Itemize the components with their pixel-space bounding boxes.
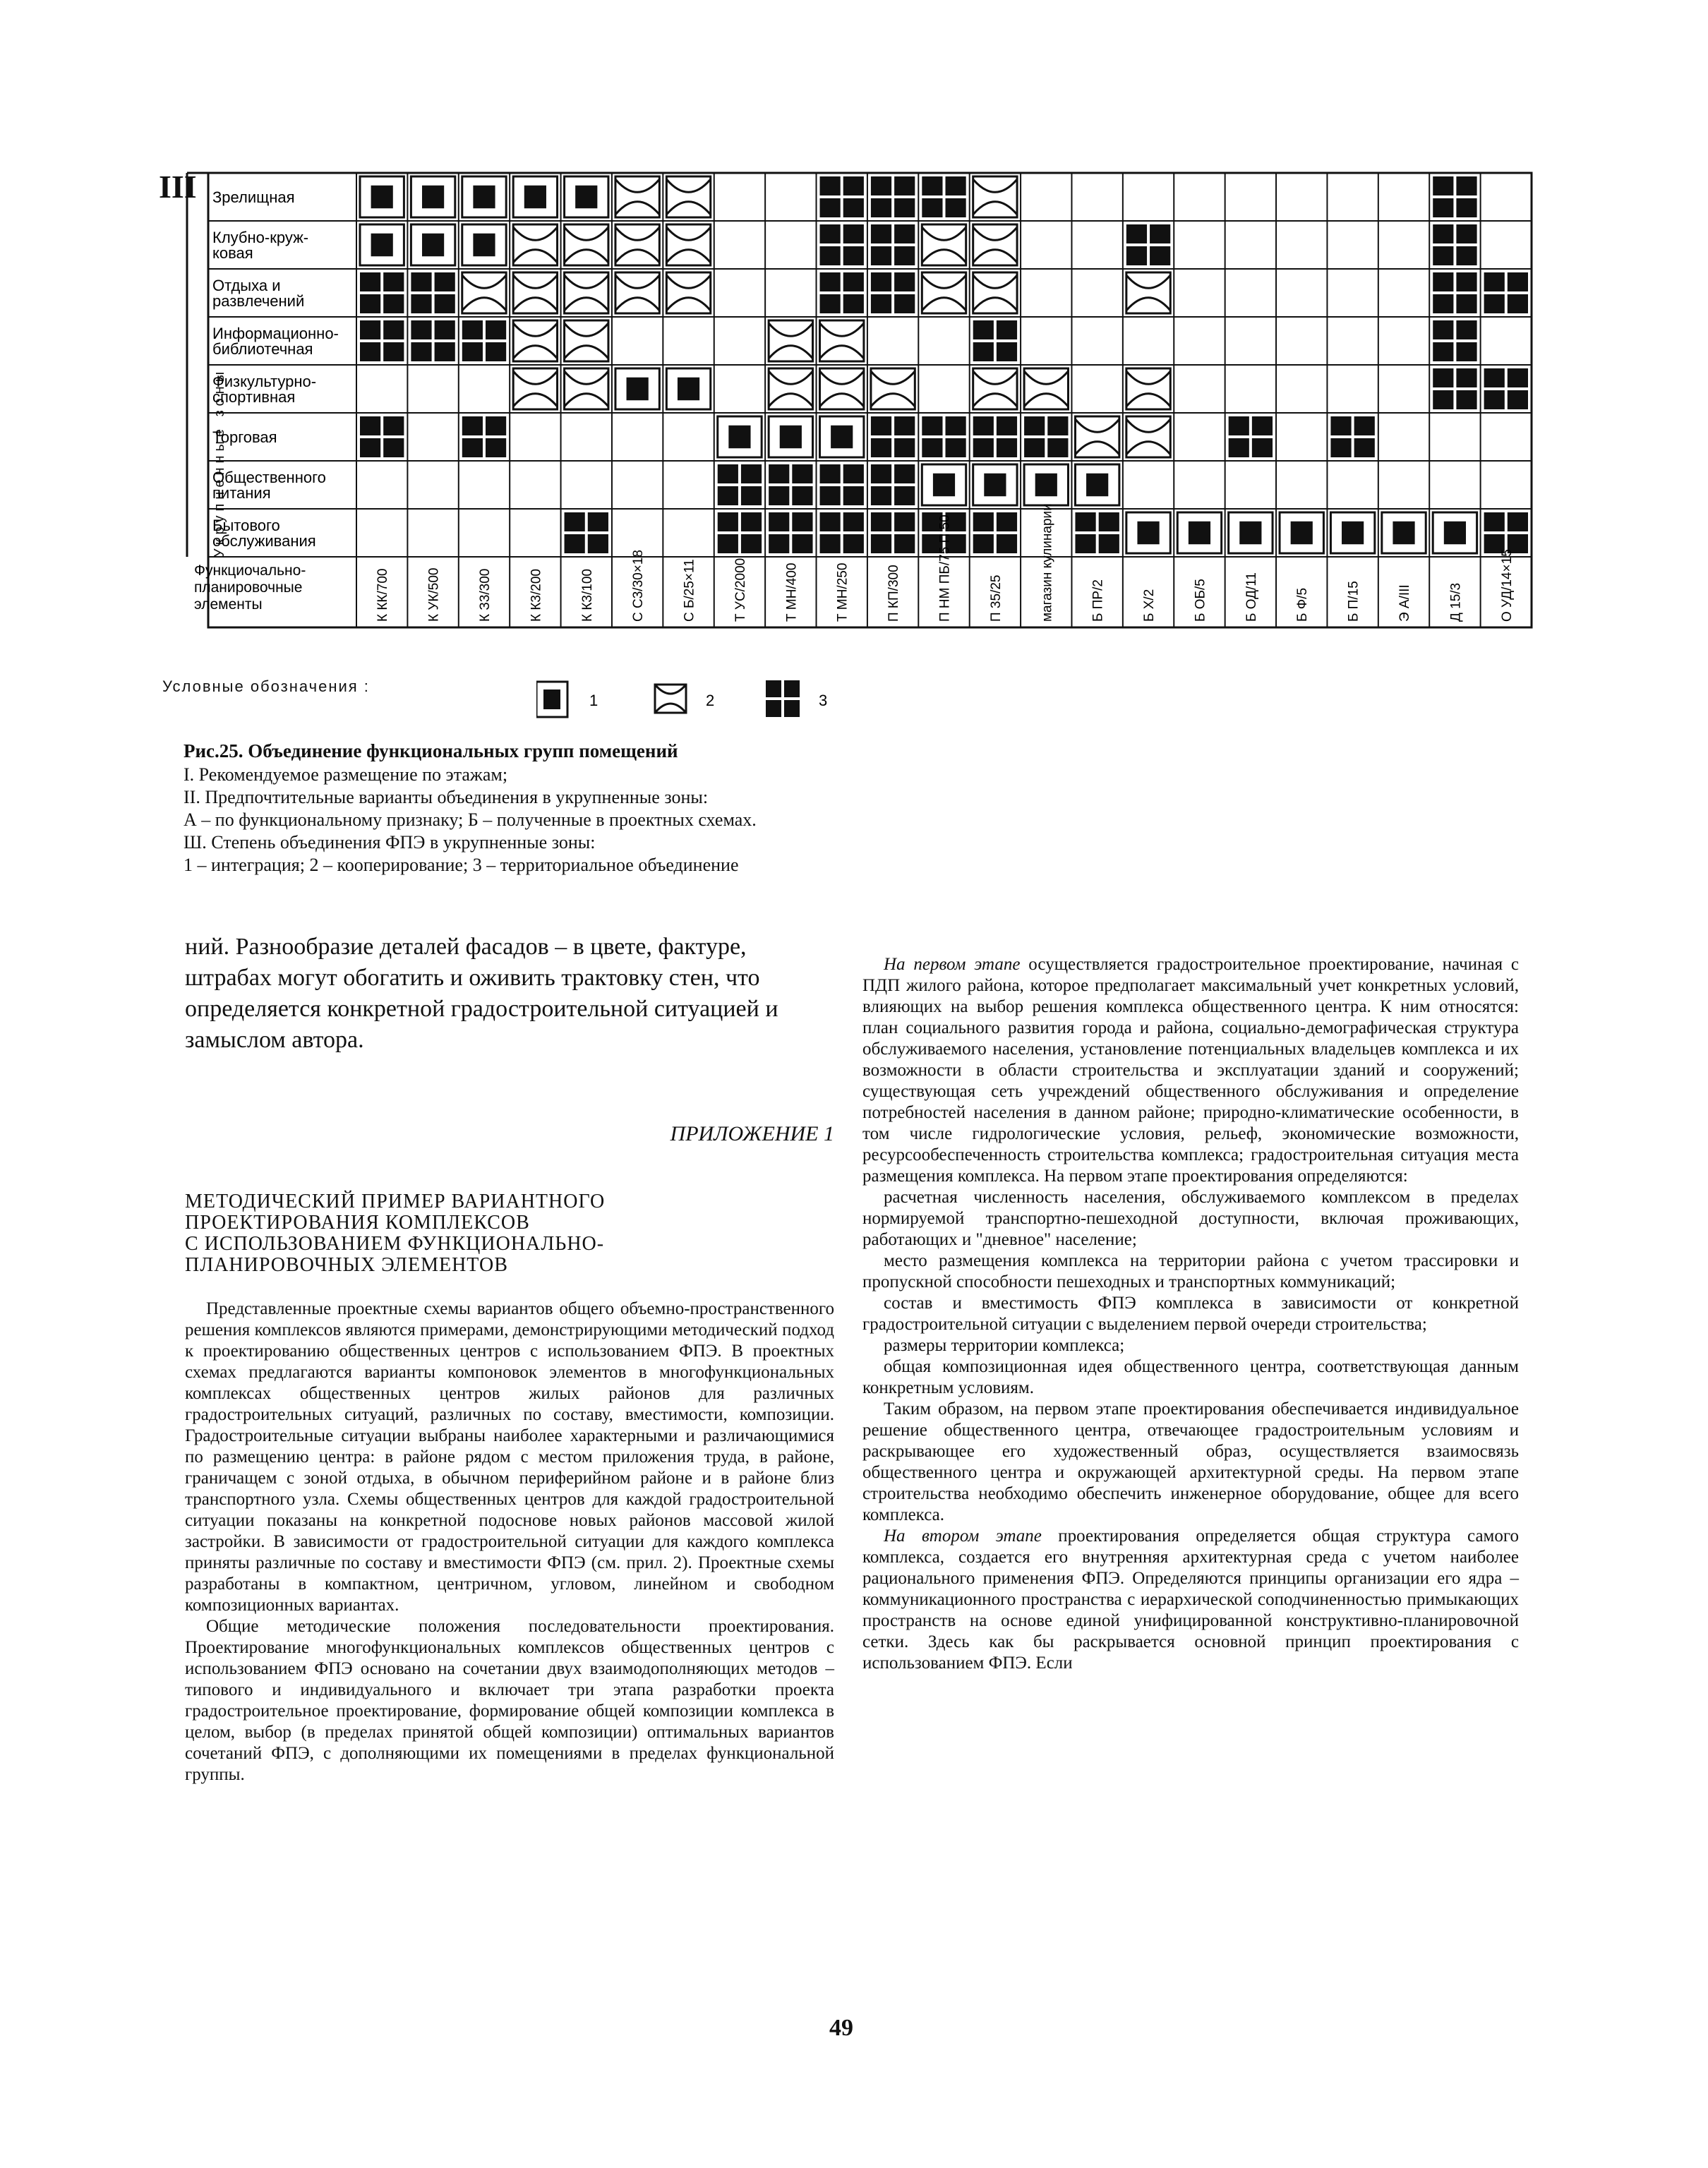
matrix-cell-cooperation xyxy=(1126,416,1170,457)
column-label: Т УС/2000 xyxy=(733,558,748,622)
matrix-cell-territorial xyxy=(1126,224,1170,265)
row-label: Бытового обслуживания xyxy=(212,517,316,550)
matrix-cell-integration xyxy=(411,176,455,217)
caption-title: Рис.25. Объединение функциональных групп помещений xyxy=(184,740,678,761)
list-item: состав и вместимость ФПЭ комплекса в зависимости от конкретной градостроительной ситуации с выделением первой очереди строительства; xyxy=(862,1294,1519,1334)
appendix-label: ПРИЛОЖЕНИЕ 1 xyxy=(670,1122,834,1145)
matrix-cell-integration xyxy=(360,176,404,217)
matrix-cell-integration xyxy=(1229,512,1273,553)
paragraph-text: осуществляется градостроительное проектирование, начиная с ПДП жилого района, которое предполагает максимальный учет конкретных условий, влияющих на выбор решения комплекса общественного центра. К ним относятся: план социального развития города и района, социально-демографическая структура обслуживаемого населения, установление потенциальных владельцев комплекса и их возможности в области строительства и эксплуатации зданий и сооружений; существующая сеть учреждений общественного обслуживания и определение потребностей населения в данном районе; природно-климатические особенности, в том числе гидрологические условия, рельеф, экономические возможности, ресурсообеспеченность строительства комплекса; градостроительная ситуация места размещения комплекса. На первом этапе проектирования определяются: xyxy=(862,955,1520,1186)
matrix-cell-cooperation xyxy=(513,272,557,313)
left-column xyxy=(185,932,834,1785)
matrix-cell-territorial xyxy=(1484,368,1528,409)
roman-numeral-iii: III xyxy=(159,169,197,205)
matrix-cell-territorial xyxy=(922,176,966,217)
legend-symbol-cooperation-icon xyxy=(655,685,686,713)
matrix-cell-territorial xyxy=(360,320,404,361)
matrix-cell-cooperation xyxy=(462,272,506,313)
column-label: Т МН/400 xyxy=(784,562,800,622)
matrix-cell-territorial xyxy=(718,464,762,505)
matrix-cell-cooperation xyxy=(565,368,608,409)
matrix-cell-territorial xyxy=(871,512,915,553)
matrix-cell-territorial xyxy=(871,464,915,505)
matrix-cell-territorial xyxy=(769,464,812,505)
legend-label-3: 3 xyxy=(819,692,828,709)
matrix-cell-territorial xyxy=(1433,176,1477,217)
row-label: Зрелищная xyxy=(212,188,295,206)
matrix-cell-cooperation xyxy=(615,272,659,313)
legend-title: Условные обозначения : xyxy=(162,678,370,695)
matrix-cell-cooperation xyxy=(973,272,1017,313)
legend-label-1: 1 xyxy=(589,692,599,709)
body-paragraph xyxy=(862,1526,1519,1674)
zone-axis-text: Укрупненные зоны xyxy=(212,367,227,558)
row-label: Отдыха и развлечений xyxy=(212,277,305,310)
body-paragraph: Представленные проектные схемы вариантов общего объемно-пространственного решения комплексов являются примерами, демонстрирующими методический подход к проектированию общественных центров с использованием ФПЭ. В проектных схемах предлагаются варианты компоновок элементов в многофункциональных комплексах общественных центров жилых районов для различных градостроительных ситуаций, различных по составу, вместимости, композиции. Градостроительные ситуации выбраны наиболее характерными и различающимися по размещению центра: в районе рядом с местом приложения труда, в районе, граничащем с зоной отдыха, в обычном периферийном районе и в районе близ транспортного узла. Схемы общественных центров для каждой градостроительной ситуации показаны на конкретной подоснове новых районов массовой жилой застройки. В зависимости от градостроительной ситуации для каждого комплекса приняты различные по составу и вместимости ФПЭ (см. прил. 2). Проектные схемы разработаны в компактном, центричном, угловом, линейном и свободном композиционных вариантах. xyxy=(185,1299,834,1615)
matrix-cell-territorial xyxy=(462,320,506,361)
paragraph-text: проектирования определяется общая структура самого комплекса, создается его внутренняя архитектурная среда с учетом наиболее рационального применения ФПЭ. Определяются принципы организации его ядра – коммуникационного пространства с иерархической соподчиненностью примыкающих пространств на основе единой унифицированной конструктивно-планировочной сетки. Здесь как бы раскрывается основной принцип проектирования с использованием ФПЭ. Если xyxy=(862,1526,1519,1673)
matrix-cell-territorial xyxy=(360,272,404,313)
matrix-cell-integration xyxy=(1177,512,1221,553)
matrix-cell-territorial xyxy=(1075,512,1119,553)
matrix-cell-cooperation xyxy=(1024,368,1068,409)
matrix-cell-cooperation xyxy=(615,176,659,217)
row-label: Торговая xyxy=(212,428,277,446)
matrix-cell-cooperation xyxy=(1075,416,1119,457)
matrix-cell-territorial xyxy=(1229,416,1273,457)
matrix-cell-cooperation xyxy=(513,320,557,361)
matrix-cell-cooperation xyxy=(565,320,608,361)
column-label: магазин кулинарии xyxy=(1040,503,1055,622)
column-label: Д 15/3 xyxy=(1448,582,1464,622)
legend xyxy=(162,678,939,727)
row-label: Общественного питания xyxy=(212,469,326,502)
matrix-cell-integration xyxy=(666,368,710,409)
matrix-cell-integration xyxy=(462,176,506,217)
body-paragraph: Общие методические положения последовательности проектирования. Проектирование многофункциональных комплексов общественных центров с использованием ФПЭ основано на сочетании двух взаимодополняющих методов – типового и индивидуального и включает три этапа разработки проекта градостроительное проектирование, формирование общей композиции комплекса в целом, выбор (в пределах принятой общей композиции) оптимальных вариантов сочетаний ФПЭ, с дополняющими их помещениями в пределах функциональной группы. xyxy=(185,1617,834,1784)
section-heading xyxy=(185,1191,834,1276)
matrix-cell-cooperation xyxy=(565,224,608,265)
matrix-cell-integration xyxy=(820,416,864,457)
matrix-cell-cooperation xyxy=(871,368,915,409)
column-label: П НМ ПБ/75 П 50 xyxy=(937,514,953,622)
row-label: Физкультурно-спортивная xyxy=(212,373,317,406)
row-labels xyxy=(194,188,339,613)
matrix-cell-cooperation xyxy=(922,224,966,265)
body-paragraph xyxy=(862,954,1519,1187)
list-item: размеры территории комплекса; xyxy=(884,1336,1125,1355)
matrix-cell-territorial xyxy=(973,320,1017,361)
column-label: Б П/15 xyxy=(1346,581,1361,622)
matrix-cell-cooperation xyxy=(820,368,864,409)
matrix-cell-integration xyxy=(973,464,1017,505)
matrix-cell-territorial xyxy=(718,512,762,553)
body-paragraph: Таким образом, на первом этапе проектирования обеспечивается индивидуальное решение общественного центра, отвечающее градостроительным условиям и раскрывающее его художественный образ, осуществляется взаимосвязь общественного центра и окружающей архитектурной среды. На первом этапе строительства необходимо обеспечить инженерное оборудование, общее для всего комплекса. xyxy=(862,1399,1519,1524)
column-label: Т МН/250 xyxy=(835,562,850,622)
matrix-cell-territorial xyxy=(565,512,608,553)
matrix-cell-cooperation xyxy=(1126,272,1170,313)
matrix-cell-integration xyxy=(769,416,812,457)
matrix-cell-cooperation xyxy=(565,272,608,313)
matrix-cell-cooperation xyxy=(973,224,1017,265)
column-label: Б ОД/11 xyxy=(1244,572,1259,622)
list-item: расчетная численность населения, обслуживаемого комплексом в пределах нормируемой транспортно-пешеходной доступности, включая проживающих, работающих и "дневное" население; xyxy=(862,1188,1519,1249)
caption-line: II. Предпочтительные варианты объединения в укрупненные зоны: xyxy=(184,787,709,807)
matrix-cell-territorial xyxy=(1433,272,1477,313)
column-label: С Б/25×11 xyxy=(682,559,697,622)
matrix-cell-cooperation xyxy=(615,224,659,265)
matrix-cell-integration xyxy=(411,224,455,265)
matrix-cell-territorial xyxy=(411,272,455,313)
row-label: Клубно-круж-ковая xyxy=(212,229,309,262)
matrix-cell-cooperation xyxy=(513,224,557,265)
matrix-cell-cooperation xyxy=(973,176,1017,217)
matrix-cell-territorial xyxy=(462,416,506,457)
matrix-cell-territorial xyxy=(871,416,915,457)
matrix-cell-cooperation xyxy=(769,368,812,409)
heading-line: МЕТОДИЧЕСКИЙ ПРИМЕР ВАРИАНТНОГО xyxy=(185,1191,606,1212)
matrix-cell-territorial xyxy=(820,464,864,505)
zone-matrix-figure xyxy=(155,169,1539,678)
caption-line: А – по функциональному признаку; Б – полученные в проектных схемах. xyxy=(184,809,757,830)
column-label: Э А/III xyxy=(1397,584,1413,622)
legend-label-2: 2 xyxy=(706,692,715,709)
matrix-cell-integration xyxy=(615,368,659,409)
matrix-cell-integration xyxy=(922,464,966,505)
matrix-cell-territorial xyxy=(871,176,915,217)
matrix-cell-territorial xyxy=(871,272,915,313)
column-label: К УК/500 xyxy=(426,567,442,622)
matrix-cell-territorial xyxy=(1330,416,1374,457)
column-label: К К3/100 xyxy=(579,569,595,622)
list-item: общая композиционная идея общественного центра, соответствующая данным конкретным условиям. xyxy=(862,1357,1519,1397)
matrix-cell-integration xyxy=(565,176,608,217)
column-label: С С3/30×18 xyxy=(631,550,646,622)
matrix-cell-territorial xyxy=(1433,320,1477,361)
caption-line: Ш. Степень объединения ФПЭ в укрупненные зоны: xyxy=(184,832,596,853)
matrix-cell-cooperation xyxy=(1126,368,1170,409)
column-label: Б Ф/5 xyxy=(1295,587,1311,622)
matrix-cell-integration xyxy=(718,416,762,457)
matrix-cell-cooperation xyxy=(769,320,812,361)
emphasis: На втором этапе xyxy=(884,1526,1042,1546)
caption-line: 1 – интеграция; 2 – кооперирование; 3 – территориальное объединение xyxy=(184,855,739,875)
matrix-cell-territorial xyxy=(922,416,966,457)
matrix-cell-integration xyxy=(360,224,404,265)
matrix-cell-territorial xyxy=(1484,512,1528,553)
column-label: П КП/300 xyxy=(886,565,902,622)
list-item: место размещения комплекса на территории района с учетом трассировки и пропускной способности пешеходных и транспортных коммуникаций; xyxy=(862,1251,1519,1291)
matrix-cell-territorial xyxy=(820,224,864,265)
column-label: Б ОБ/5 xyxy=(1193,579,1208,622)
matrix-cell-integration xyxy=(1433,512,1477,553)
column-label: П 35/25 xyxy=(988,574,1004,622)
matrix-cell-integration xyxy=(513,176,557,217)
legend-symbol-integration-icon xyxy=(536,682,567,717)
column-label: Б Х/2 xyxy=(1142,589,1157,622)
matrix-cell-territorial xyxy=(820,272,864,313)
matrix-cell-integration xyxy=(1280,512,1323,553)
matrix-cell-territorial xyxy=(1024,416,1068,457)
matrix-cell-cooperation xyxy=(513,368,557,409)
matrix-cell-territorial xyxy=(973,416,1017,457)
legend-symbol-territorial-icon xyxy=(766,680,800,717)
caption-line: I. Рекомендуемое размещение по этажам; xyxy=(184,764,508,785)
matrix-cell-integration xyxy=(1024,464,1068,505)
matrix-cell-integration xyxy=(1330,512,1374,553)
column-labels xyxy=(375,503,1515,622)
emphasis: На первом этапе xyxy=(884,955,1021,974)
matrix-cell-territorial xyxy=(769,512,812,553)
matrix-cell-integration xyxy=(1382,512,1426,553)
heading-line: С ИСПОЛЬЗОВАНИЕМ ФУНКЦИОНАЛЬНО- xyxy=(185,1233,605,1255)
matrix-cell-territorial xyxy=(1484,272,1528,313)
matrix-cell-territorial xyxy=(1433,224,1477,265)
column-label: К К3/200 xyxy=(529,569,544,622)
right-column xyxy=(862,954,1519,1674)
legend-symbols xyxy=(536,678,960,727)
matrix-cell-integration xyxy=(462,224,506,265)
matrix-cell-cooperation xyxy=(820,320,864,361)
matrix-cell-cooperation xyxy=(973,368,1017,409)
matrix-cell-integration xyxy=(1075,464,1119,505)
heading-line: ПЛАНИРОВОЧНЫХ ЭЛЕМЕНТОВ xyxy=(185,1254,508,1276)
matrix-cell-territorial xyxy=(411,320,455,361)
matrix-cell-territorial xyxy=(871,224,915,265)
figure-caption xyxy=(184,740,1030,877)
heading-line: ПРОЕКТИРОВАНИЯ КОМПЛЕКСОВ xyxy=(185,1212,530,1234)
matrix-cell-territorial xyxy=(820,176,864,217)
column-label: К З3/300 xyxy=(477,568,493,622)
column-label: Б ПР/2 xyxy=(1090,579,1106,622)
page-number: 49 xyxy=(829,2015,853,2041)
matrix-cell-cooperation xyxy=(922,272,966,313)
matrix-cell-cooperation xyxy=(666,272,710,313)
column-label: К КК/700 xyxy=(375,568,391,622)
row-label: Информационно-библиотечная xyxy=(212,325,339,358)
matrix-cell-territorial xyxy=(820,512,864,553)
column-label: О УД/14×15 xyxy=(1499,549,1515,622)
matrix-cell-territorial xyxy=(1433,368,1477,409)
matrix-cell-cooperation xyxy=(666,176,710,217)
matrix-cell-integration xyxy=(1126,512,1170,553)
matrix-cell-territorial xyxy=(973,512,1017,553)
func-elements-label: Функциочально-планировочные элементы xyxy=(194,562,306,613)
intro-paragraph: ний. Разнообразие деталей фасадов – в цвете, фактуре, штрабах могут обогатить и оживить трактовку стен, что определяется конкретной градостроительной ситуацией и замыслом автора. xyxy=(185,934,778,1053)
matrix-cell-territorial xyxy=(360,416,404,457)
matrix-cell-cooperation xyxy=(666,224,710,265)
